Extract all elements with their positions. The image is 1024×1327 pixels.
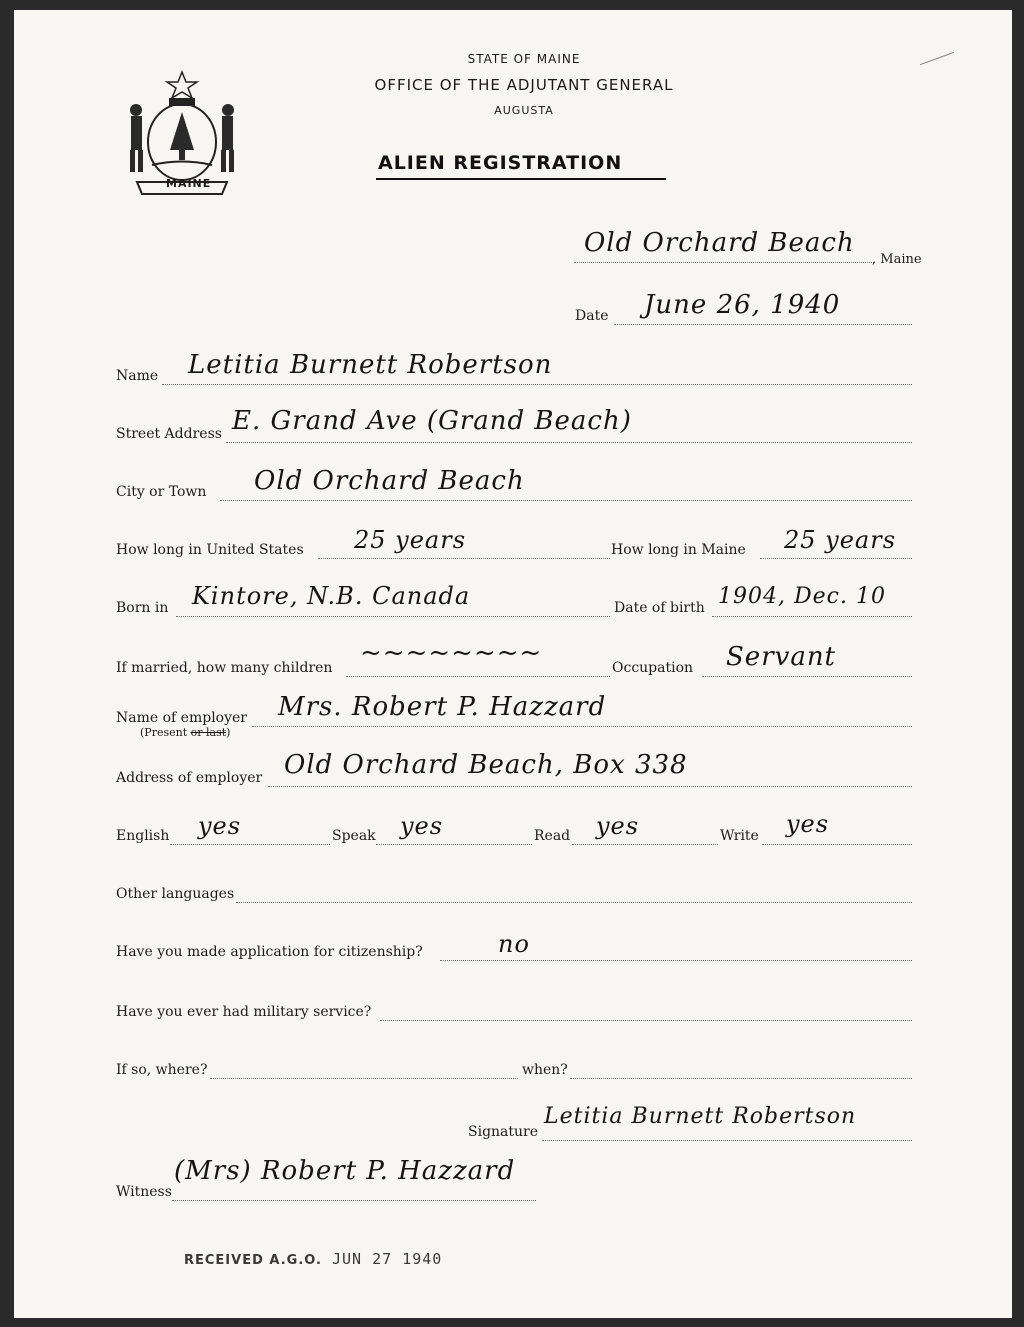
street-address-label: Street Address [116, 426, 222, 442]
header-office: OFFICE OF THE ADJUTANT GENERAL [374, 76, 674, 94]
name-line [162, 384, 912, 385]
military-label: Have you ever had military service? [116, 1004, 372, 1020]
form-title: ALIEN REGISTRATION [378, 152, 623, 174]
born-in-label: Born in [116, 600, 169, 616]
name-label: Name [116, 368, 159, 384]
date-of-birth-line [712, 616, 912, 617]
city-line [220, 500, 912, 501]
read-line [572, 844, 718, 845]
other-languages-line [236, 902, 912, 903]
signature-label: Signature [468, 1124, 539, 1140]
employer-label: Name of employer [116, 710, 247, 726]
how-long-maine-line [760, 558, 912, 559]
occupation-line [702, 676, 912, 677]
stamp-received-text: RECEIVED A.G.O. [184, 1253, 322, 1268]
citizenship-line [440, 960, 912, 961]
stamp-date: JUN 27 1940 [332, 1250, 443, 1268]
date-value: June 26, 1940 [644, 290, 841, 320]
received-stamp [184, 1250, 442, 1268]
witness-label: Witness [116, 1184, 172, 1200]
born-in-line [176, 616, 610, 617]
english-value: yes [198, 812, 242, 840]
header-city: AUGUSTA [494, 104, 554, 117]
employer-address-value: Old Orchard Beach, Box 338 [284, 750, 688, 780]
date-label: Date [575, 308, 609, 324]
speak-label: Speak [332, 828, 376, 844]
signature-line [542, 1140, 912, 1141]
location-line [574, 262, 874, 263]
how-long-us-label: How long in United States [116, 542, 304, 558]
witness-value: (Mrs) Robert P. Hazzard [174, 1156, 516, 1186]
when-label: when? [522, 1062, 568, 1078]
read-value: yes [596, 812, 640, 840]
witness-line [172, 1200, 536, 1201]
header-state: STATE OF MAINE [467, 52, 581, 66]
speak-line [376, 844, 532, 845]
date-of-birth-label: Date of birth [614, 600, 705, 616]
children-value: ~~~~~~~~ [360, 638, 543, 668]
street-address-value: E. Grand Ave (Grand Beach) [232, 406, 632, 436]
children-line [346, 676, 610, 677]
english-label: English [116, 828, 170, 844]
military-line [380, 1020, 912, 1021]
when-line [570, 1078, 912, 1079]
date-of-birth-value: 1904, Dec. 10 [718, 584, 886, 609]
write-label: Write [720, 828, 759, 844]
employer-address-line [268, 786, 912, 787]
city-value: Old Orchard Beach [254, 466, 525, 496]
speak-value: yes [400, 812, 444, 840]
other-languages-label: Other languages [116, 886, 235, 902]
location-value: Old Orchard Beach [584, 228, 855, 258]
seal-banner-text: MAINE [166, 177, 212, 190]
where-line [210, 1078, 518, 1079]
employer-value: Mrs. Robert P. Hazzard [278, 692, 607, 722]
location-suffix: , Maine [872, 252, 922, 267]
born-in-value: Kintore, N.B. Canada [192, 582, 471, 610]
where-label: If so, where? [116, 1062, 208, 1078]
children-label: If married, how many children [116, 660, 333, 676]
citizenship-value: no [498, 930, 530, 958]
write-line [762, 844, 912, 845]
registration-form [14, 10, 1012, 1318]
employer-line [252, 726, 912, 727]
citizenship-label: Have you made application for citizenship? [116, 944, 423, 960]
how-long-us-value: 25 years [354, 526, 467, 554]
corner-mark [920, 52, 954, 65]
how-long-maine-label: How long in Maine [611, 542, 746, 558]
occupation-value: Servant [726, 642, 837, 672]
how-long-maine-value: 25 years [784, 526, 897, 554]
employer-address-label: Address of employer [116, 770, 263, 786]
date-line [614, 324, 912, 325]
english-line [170, 844, 330, 845]
street-address-line [226, 442, 912, 443]
how-long-us-line [318, 558, 610, 559]
name-value: Letitia Burnett Robertson [188, 350, 553, 380]
occupation-label: Occupation [612, 660, 694, 676]
write-value: yes [786, 810, 830, 838]
employer-sublabel: (Present or last) [140, 726, 231, 739]
signature-value: Letitia Burnett Robertson [544, 1104, 857, 1129]
title-underline [376, 178, 666, 180]
city-label: City or Town [116, 484, 207, 500]
read-label: Read [534, 828, 571, 844]
